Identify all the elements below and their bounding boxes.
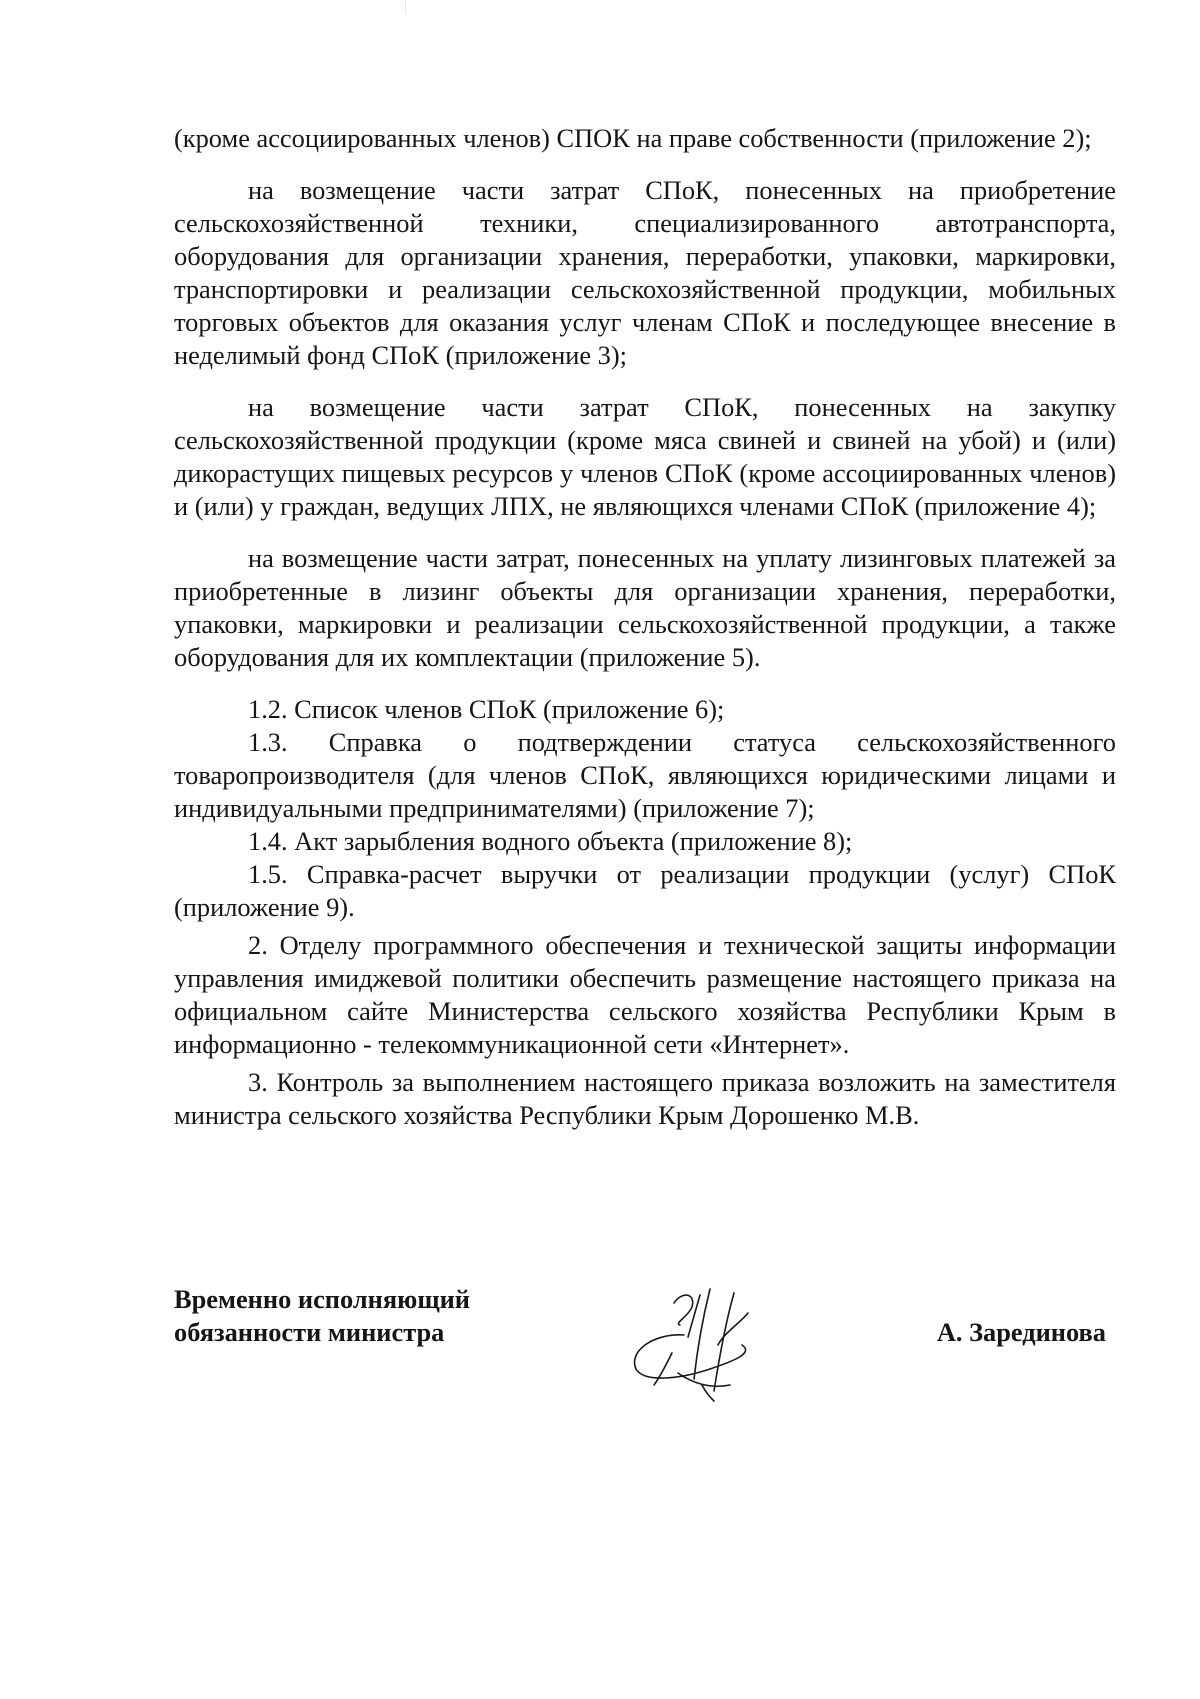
- signatory-title-line2: обязанности министра: [174, 1317, 445, 1347]
- paragraph-continuation: (кроме ассоциированных членов) СПОК на праве собственности (приложение 2);: [174, 123, 1092, 153]
- signatory-title: [174, 1283, 594, 1349]
- item-1-5: 1.5. Справка-расчет выручки от реализации продукции (услуг) СПоК (приложение 9).: [174, 859, 1116, 922]
- signatory-title-line1: Временно исполняющий: [174, 1284, 471, 1314]
- signatory-name: А. Зарединова: [936, 1317, 1106, 1347]
- item-3: 3. Контроль за выполнением настоящего приказа возложить на заместителя министра сельского хозяйства Республики Крым Дорошенко М.В.: [174, 1067, 1116, 1130]
- signature-block: [174, 1283, 1116, 1433]
- paragraph-purchase-compensation: на возмещение части затрат СПоК, понесенных на закупку сельскохозяйственной продукции (кроме мяса свиней и свиней на убой) и (или) дикорастущих пищевых ресурсов у членов СПоК (кроме ассоциированных членов) и (или) у граждан, ведущих ЛПХ, не являющихся членами СПоК (приложение 4);: [174, 392, 1116, 521]
- handwritten-signature-icon: [614, 1273, 794, 1413]
- document-body: [174, 122, 1116, 1132]
- item-1-3: 1.3. Справка о подтверждении статуса сельскохозяйственного товаропроизводителя (для членов СПоК, являющихся юридическими лицами и индивидуальными предпринимателями) (приложение 7);: [174, 727, 1116, 823]
- scan-artifact: [405, 0, 406, 14]
- item-1-4: 1.4. Акт зарыбления водного объекта (приложение 8);: [248, 826, 853, 856]
- item-2: 2. Отделу программного обеспечения и технической защиты информации управления имиджевой политики обеспечить размещение настоящего приказа на официальном сайте Министерства сельского хозяйства Республики Крым в информационно - телекоммуникационной сети «Интернет».: [174, 930, 1116, 1059]
- item-1-2: 1.2. Список членов СПоК (приложение 6);: [248, 694, 725, 724]
- paragraph-leasing-compensation: на возмещение части затрат, понесенных на уплату лизинговых платежей за приобретенные в лизинг объекты для организации хранения, переработки, упаковки, маркировки и реализации сельскохозяйственной продукции, а также оборудования для их комплектации (приложение 5).: [174, 543, 1116, 672]
- paragraph-equipment-compensation: на возмещение части затрат СПоК, понесенных на приобретение сельскохозяйственной техники, специализированного автотранспорта, оборудования для организации хранения, переработки, упаковки, маркировки, транспортировки и реализации сельскохозяйственной продукции, мобильных торговых объектов для оказания услуг членам СПоК и последующее внесение в неделимый фонд СПоК (приложение 3);: [174, 175, 1116, 370]
